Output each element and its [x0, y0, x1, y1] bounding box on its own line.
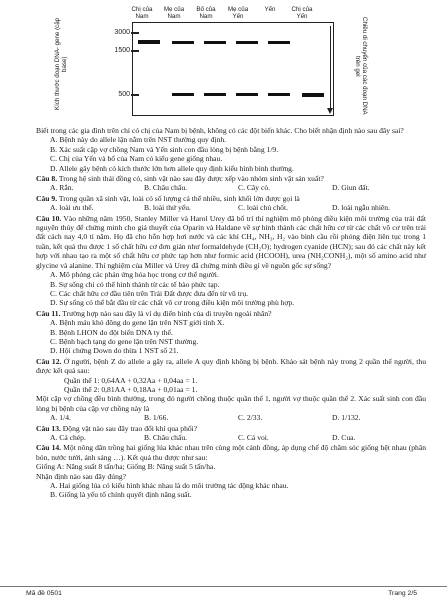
- answer-option: D. Hội chứng Down do thừa 1 NST số 21.: [50, 346, 179, 356]
- answer-option: A. Bệnh này do allele lặn nằm trên NST thường quy định.: [50, 135, 227, 145]
- gel-box: [132, 22, 334, 116]
- lane-header: Mẹ của Nam: [163, 6, 185, 20]
- question-label: Câu 11.: [36, 308, 61, 318]
- answer-option: A. Bệnh máu khó đông do gene lặn trên NST giới tính X.: [50, 318, 225, 328]
- question-14: [36, 443, 426, 462]
- dna-band: [138, 40, 160, 44]
- migration-arrow: [330, 26, 331, 112]
- dna-band: [268, 93, 290, 96]
- question-ask: Nhận định nào sau đây đúng?: [36, 471, 127, 481]
- figure-right-label: Chiều di chuyển của các đoạn DNA trên gel: [354, 17, 368, 115]
- answer-option: B. Sự sống chỉ có thể hình thành từ các tế bào phức tạp.: [50, 279, 220, 289]
- question-12: [36, 357, 426, 376]
- question-label: Câu 13.: [36, 423, 61, 433]
- dna-band: [204, 41, 226, 44]
- answer-option: D. Cua.: [332, 433, 356, 442]
- population-line: Quần thể 2: 0,81AA + 0,18Aa + 0,01aa = 1.: [64, 384, 198, 394]
- gel-figure: [40, 4, 420, 122]
- options-row: [50, 183, 426, 192]
- size-tick: 3000: [114, 29, 130, 36]
- result-line: Giống A: Năng suất 8 tấn/ha; Giống B: Năng suất 5 tấn/ha.: [36, 462, 216, 472]
- migration-arrow-head: [327, 108, 333, 114]
- answer-option: D. 1/132.: [332, 413, 361, 423]
- lane-header: Mẹ của Yến: [227, 6, 249, 20]
- answer-option: B. Giống là yếu tố chính quyết định năng suất.: [50, 490, 192, 500]
- exam-content: [36, 126, 426, 500]
- answer-option: A. Mô phỏng các phản ứng hóa học trong cơ thể người.: [50, 270, 219, 280]
- answer-option: C. Cá voi.: [238, 433, 269, 442]
- question-8: [36, 174, 426, 183]
- answer-option: C. Các chất hữu cơ đầu tiên trên Trái Đất được đưa đến từ vũ trụ.: [50, 288, 249, 298]
- question-intro: Biết trong các gia đình trên chỉ có chị của Nam bị bệnh, không có các đột biến khác. Cho biết nhận định nào sau đây sai?: [36, 126, 404, 135]
- question-text: Ở người, bệnh Z do allele a gây ra, allele A quy định không bị bệnh. Khảo sát bệnh này trong 2 quần thể người, thu được kết quả sau:: [36, 356, 426, 376]
- answer-option: D. Sự sống có thể bắt đầu từ các chất vô cơ trong điều kiện môi trường phù hợp.: [50, 298, 295, 308]
- answer-option: B. Châu chấu.: [144, 183, 188, 193]
- dna-band: [268, 41, 290, 44]
- lane-header: Chị của Nam: [131, 6, 153, 20]
- dna-band: [302, 93, 324, 97]
- answer-option: D. Giun đất.: [332, 183, 370, 193]
- answer-option: B. loài thứ yếu.: [144, 203, 191, 213]
- size-tick: 1500: [114, 47, 130, 54]
- question-label: Câu 12.: [36, 356, 62, 366]
- answer-option: B. Xác suất cặp vợ chồng Nam và Yến sinh con đầu lòng bị bệnh bằng 1/9.: [50, 144, 279, 154]
- answer-option: C. Chị của Yến và bố của Nam có kiểu gene giống nhau.: [50, 154, 223, 164]
- answer-option: D. loài ngẫu nhiên.: [332, 203, 390, 213]
- answer-option: C. loài chủ chốt.: [238, 203, 288, 213]
- question-text-continued: Một cặp vợ chồng đều bình thường, trong đó người chồng thuộc quần thể 1, người vợ thuộc quần thể 2. Xác suất sinh con đầu lòng bị bệnh của cặp vợ chồng này là: [36, 394, 426, 413]
- lane-header: Bố của Nam: [196, 6, 216, 20]
- question-text: Vào những năm 1950, Stanley Miller và Harol Urey đã bố trí thí nghiệm mô phỏng điều kiện môi trường của trái đất nguyên thủy để chứng minh cho giả thuyết của Oparin và Haldane về sự hình thành các chất hữu cơ từ các chất vô cơ trên trái đất cách nay 4,0 tỉ năm. Họ đã cho hỗn hợp hơi nước và các khí CH₄, NH₃, H₂ vào bình cầu rồi phóng điện liên tục trong 1 tuần, kết quả thu được 1 số chất hữu cơ đơn giản như formaldehyde (CH₂O); hydrogen cyanide (HCN); sau đó các chất này kết hợp với nhau tạo ra một số chất hữu cơ phức tạp hơn như formic acid (HCOOH), urea (NH₂CONH₂), một số amino acid như glycine và alanine. Thí nghiệm của Miller và Urey đã chứng minh điều gì về nguồn gốc sự sống?: [36, 213, 426, 270]
- page-number: Trang 2/5: [388, 590, 417, 597]
- answer-option: A. 1/4.: [50, 413, 71, 423]
- answer-option: B. Bệnh LHON do đột biến DNA ty thể.: [50, 327, 173, 337]
- question-text: Trong hệ sinh thái đồng cỏ, sinh vật nào sau đây được xếp vào nhóm sinh vật sản xuất?: [57, 174, 324, 184]
- answer-option: D. Allele gây bệnh có kích thước lớn hơn allele quy định kiểu hình bình thường.: [50, 163, 294, 173]
- lane-header: Yến: [264, 6, 276, 13]
- lane-header: Chị của Yến: [291, 6, 313, 20]
- answer-option: A. Hai giống lúa có kiểu hình khác nhau là do môi trường tác động khác nhau.: [50, 481, 289, 491]
- question-10: [36, 214, 426, 270]
- options-row: [50, 433, 426, 442]
- question-label: Câu 14.: [36, 443, 62, 453]
- options-row: [50, 203, 426, 212]
- question-13: [36, 424, 426, 433]
- dna-band: [172, 93, 194, 96]
- question-text: Một nông dân trồng hai giống lúa khác nhau trên cùng một cánh đồng, áp dụng chế độ chăm sóc giống hệt nhau (phân bón, nước tưới, ánh sáng …). Kết quả thu được như sau:: [36, 443, 426, 462]
- question-text: Trong quần xã sinh vật, loài có số lượng cá thể nhiều, sinh khối lớn được gọi là: [57, 193, 300, 203]
- dna-band: [236, 93, 258, 96]
- population-line: Quần thể 1: 0,64AA + 0,32Aa + 0,04aa = 1.: [64, 375, 198, 385]
- question-text: Trường hợp nào sau đây là ví dụ điển hình của di truyền ngoài nhân?: [60, 308, 272, 318]
- question-11: [36, 309, 426, 318]
- question-label: Câu 9.: [36, 193, 58, 203]
- answer-option: A. loài ưu thế.: [50, 203, 94, 213]
- answer-option: A. Rắn.: [50, 183, 74, 193]
- dna-band: [204, 93, 226, 96]
- answer-option: A. Cá chép.: [50, 433, 86, 442]
- dna-band: [236, 41, 258, 44]
- question-text: Động vật nào sau đây trao đổi khí qua phổi?: [60, 423, 198, 433]
- exam-code: Mã đề 0501: [26, 590, 62, 597]
- page-footer: [0, 586, 447, 599]
- answer-option: C. Bệnh bạch tạng do gene lặn trên NST thường.: [50, 336, 199, 346]
- answer-option: B. 1/66.: [144, 413, 169, 423]
- size-tick: 500: [118, 91, 130, 98]
- dna-band: [172, 41, 194, 44]
- question-label: Câu 10.: [36, 213, 62, 223]
- question-label: Câu 8.: [36, 174, 58, 184]
- figure-y-label: Kích thước đoạn DNA- gene (cặp base): [54, 17, 68, 111]
- options-row: [50, 413, 426, 422]
- answer-option: B. Châu chấu.: [144, 433, 188, 442]
- answer-option: C. 2/33.: [238, 413, 263, 423]
- question-9: [36, 194, 426, 203]
- answer-option: C. Cây cỏ.: [238, 183, 271, 193]
